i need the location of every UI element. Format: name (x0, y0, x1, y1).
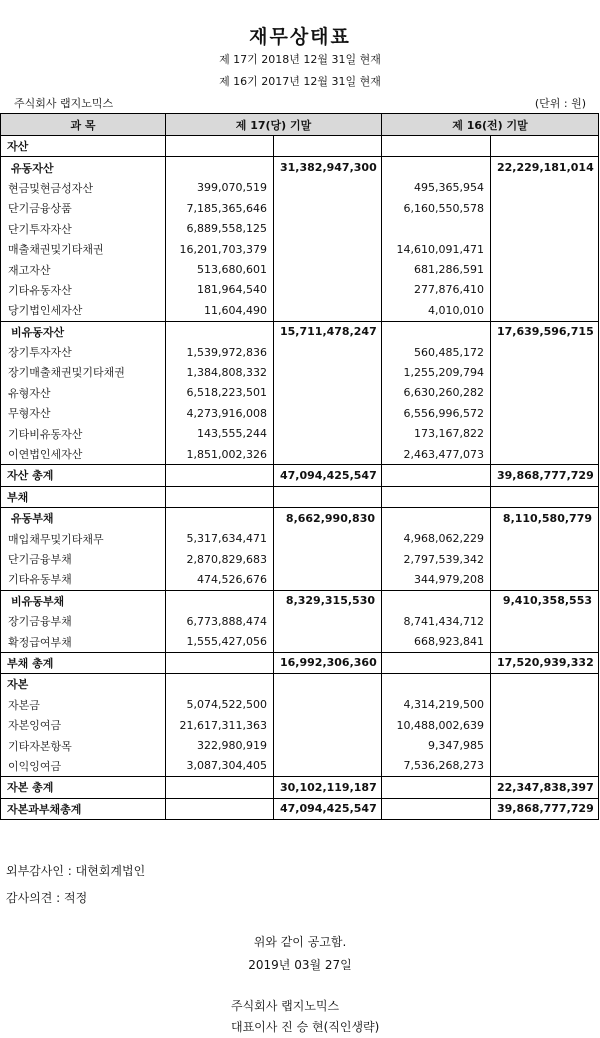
row-value (491, 528, 599, 548)
table-row (1, 695, 599, 715)
row-value (274, 198, 382, 218)
row-value (274, 178, 382, 198)
row-value (491, 300, 599, 321)
row-value (491, 674, 599, 695)
row-label: 장기금융부채 (1, 611, 166, 631)
row-value (274, 569, 382, 590)
row-value (274, 715, 382, 735)
row-label: 장기투자자산 (1, 342, 166, 362)
row-label: 자본 총계 (1, 777, 166, 798)
row-value: 16,201,703,379 (166, 239, 274, 259)
row-value: 47,094,425,547 (274, 465, 382, 486)
row-value: 7,536,268,273 (382, 756, 491, 777)
table-body (1, 136, 599, 820)
row-label: 이익잉여금 (1, 756, 166, 777)
row-label: 기타유동부채 (1, 569, 166, 590)
company-name: 주식회사 랩지노믹스 (14, 97, 114, 110)
row-label: 부채 총계 (1, 652, 166, 673)
row-value: 6,160,550,578 (382, 198, 491, 218)
row-value (491, 178, 599, 198)
row-value: 2,870,829,683 (166, 549, 274, 569)
row-value (491, 486, 599, 507)
row-label: 재고자산 (1, 259, 166, 279)
table-row (1, 631, 599, 652)
row-value: 1,539,972,836 (166, 342, 274, 362)
row-value: 4,010,010 (382, 300, 491, 321)
row-value: 22,347,838,397 (491, 777, 599, 798)
row-value: 1,555,427,056 (166, 631, 274, 652)
row-value: 181,964,540 (166, 280, 274, 300)
table-row (1, 198, 599, 218)
row-value (274, 219, 382, 239)
table-row (1, 157, 599, 178)
header-previous-period: 제 16(전) 기말 (382, 114, 599, 136)
row-label: 자산 (1, 136, 166, 157)
row-label: 매출채권및기타채권 (1, 239, 166, 259)
row-value: 9,347,985 (382, 735, 491, 755)
row-label: 자본 (1, 674, 166, 695)
row-value (382, 590, 491, 611)
row-value: 8,662,990,830 (274, 508, 382, 529)
row-value: 2,797,539,342 (382, 549, 491, 569)
table-row (1, 798, 599, 819)
row-label: 무형자산 (1, 403, 166, 423)
row-value: 4,968,062,229 (382, 528, 491, 548)
balance-sheet-table (0, 113, 599, 820)
row-value: 560,485,172 (382, 342, 491, 362)
row-label: 단기금융상품 (1, 198, 166, 218)
row-value (382, 674, 491, 695)
row-value (166, 652, 274, 673)
row-value: 9,410,358,553 (491, 590, 599, 611)
row-value: 681,286,591 (382, 259, 491, 279)
row-value (491, 219, 599, 239)
row-value: 22,229,181,014 (491, 157, 599, 178)
table-row (1, 756, 599, 777)
row-value (166, 590, 274, 611)
row-label: 유형자산 (1, 383, 166, 403)
row-value (166, 465, 274, 486)
row-label: 매입채무및기타채무 (1, 528, 166, 548)
table-row (1, 239, 599, 259)
row-label: 자본금 (1, 695, 166, 715)
row-value (166, 777, 274, 798)
row-value (274, 362, 382, 382)
row-value (166, 321, 274, 342)
row-value: 3,087,304,405 (166, 756, 274, 777)
row-value: 2,463,477,073 (382, 444, 491, 465)
table-row (1, 465, 599, 486)
row-label: 유동부채 (1, 508, 166, 529)
row-label: 장기매출채권및기타채권 (1, 362, 166, 382)
row-value: 21,617,311,363 (166, 715, 274, 735)
row-label: 단기금융부채 (1, 549, 166, 569)
row-value (166, 798, 274, 819)
table-row (1, 652, 599, 673)
row-value: 1,255,209,794 (382, 362, 491, 382)
row-value (274, 342, 382, 362)
row-label: 기타비유동자산 (1, 423, 166, 443)
row-value: 5,074,522,500 (166, 695, 274, 715)
row-value: 1,384,808,332 (166, 362, 274, 382)
row-value: 6,773,888,474 (166, 611, 274, 631)
notice-text: 위와 같이 공고함. (253, 935, 347, 949)
row-value (166, 508, 274, 529)
row-value (274, 444, 382, 465)
row-value (491, 631, 599, 652)
row-value: 6,518,223,501 (166, 383, 274, 403)
row-value: 322,980,919 (166, 735, 274, 755)
table-row (1, 300, 599, 321)
row-label: 비유동부채 (1, 590, 166, 611)
row-value: 11,604,490 (166, 300, 274, 321)
row-value: 8,329,315,530 (274, 590, 382, 611)
row-value: 4,314,219,500 (382, 695, 491, 715)
row-value: 173,167,822 (382, 423, 491, 443)
row-value (491, 423, 599, 443)
row-value (274, 756, 382, 777)
row-value: 8,741,434,712 (382, 611, 491, 631)
row-value: 10,488,002,639 (382, 715, 491, 735)
table-row (1, 777, 599, 798)
header-current-period: 제 17(당) 기말 (166, 114, 382, 136)
row-value (491, 342, 599, 362)
row-value (274, 674, 382, 695)
table-row (1, 611, 599, 631)
row-value: 277,876,410 (382, 280, 491, 300)
row-label: 현금및현금성자산 (1, 178, 166, 198)
row-value (491, 383, 599, 403)
table-row (1, 549, 599, 569)
row-value (491, 735, 599, 755)
row-value: 47,094,425,547 (274, 798, 382, 819)
row-value: 6,556,996,572 (382, 403, 491, 423)
row-value (491, 362, 599, 382)
row-value (491, 756, 599, 777)
table-row (1, 178, 599, 198)
opinion-line: 감사의견 : 적정 (6, 891, 88, 905)
period-current: 제 17기 2018년 12월 31일 현재 (219, 53, 381, 66)
row-label: 당기법인세자산 (1, 300, 166, 321)
row-label: 비유동자산 (1, 321, 166, 342)
row-value: 5,317,634,471 (166, 528, 274, 548)
row-label: 유동자산 (1, 157, 166, 178)
row-value: 344,979,208 (382, 569, 491, 590)
row-value: 4,273,916,008 (166, 403, 274, 423)
row-label: 이연법인세자산 (1, 444, 166, 465)
notice-date: 2019년 03월 27일 (248, 958, 352, 972)
row-value (274, 136, 382, 157)
row-value (491, 136, 599, 157)
row-value (274, 403, 382, 423)
row-value (491, 549, 599, 569)
header-account: 과 목 (1, 114, 166, 136)
row-value: 17,639,596,715 (491, 321, 599, 342)
row-value: 8,110,580,779 (491, 508, 599, 529)
row-value (382, 798, 491, 819)
row-value (382, 321, 491, 342)
row-label: 확정급여부채 (1, 631, 166, 652)
document-title: 재무상태표 (249, 26, 351, 48)
table-row (1, 674, 599, 695)
signature-ceo: 대표이사 진 승 현(직인생략) (231, 1020, 380, 1034)
row-value (382, 508, 491, 529)
row-value (491, 239, 599, 259)
table-row (1, 342, 599, 362)
row-value (166, 486, 274, 507)
row-value (491, 611, 599, 631)
row-value (274, 239, 382, 259)
row-label: 단기투자자산 (1, 219, 166, 239)
row-value: 39,868,777,729 (491, 465, 599, 486)
row-value: 1,851,002,326 (166, 444, 274, 465)
row-value: 513,680,601 (166, 259, 274, 279)
row-value (382, 157, 491, 178)
row-value (491, 403, 599, 423)
row-value: 17,520,939,332 (491, 652, 599, 673)
table-row (1, 423, 599, 443)
row-value (491, 695, 599, 715)
row-value (274, 423, 382, 443)
table-row (1, 715, 599, 735)
row-label: 자본과부채총계 (1, 798, 166, 819)
row-value (274, 528, 382, 548)
row-value: 14,610,091,471 (382, 239, 491, 259)
table-row (1, 321, 599, 342)
row-value: 6,630,260,282 (382, 383, 491, 403)
row-value: 495,365,954 (382, 178, 491, 198)
table-row (1, 444, 599, 465)
row-value (491, 280, 599, 300)
row-value: 39,868,777,729 (491, 798, 599, 819)
row-value (382, 465, 491, 486)
signature-company: 주식회사 랩지노믹스 (231, 999, 340, 1013)
table-row (1, 486, 599, 507)
row-label: 기타유동자산 (1, 280, 166, 300)
table-row (1, 403, 599, 423)
table-row (1, 136, 599, 157)
row-value (274, 695, 382, 715)
row-label: 부채 (1, 486, 166, 507)
row-value (382, 777, 491, 798)
row-label: 기타자본항목 (1, 735, 166, 755)
row-value (382, 136, 491, 157)
row-value: 30,102,119,187 (274, 777, 382, 798)
period-previous: 제 16기 2017년 12월 31일 현재 (219, 75, 381, 88)
row-value (382, 652, 491, 673)
unit-label: (단위 : 원) (534, 97, 586, 110)
table-row (1, 528, 599, 548)
row-value: 31,382,947,300 (274, 157, 382, 178)
table-row (1, 280, 599, 300)
table-row (1, 362, 599, 382)
row-value: 6,889,558,125 (166, 219, 274, 239)
row-value (491, 259, 599, 279)
row-value (274, 631, 382, 652)
row-value (274, 549, 382, 569)
row-value (491, 715, 599, 735)
row-value (274, 300, 382, 321)
row-value (382, 486, 491, 507)
table-row (1, 508, 599, 529)
row-value: 399,070,519 (166, 178, 274, 198)
row-value: 474,526,676 (166, 569, 274, 590)
table-row (1, 219, 599, 239)
row-value (274, 486, 382, 507)
table-header-row (1, 114, 599, 136)
table-row (1, 590, 599, 611)
row-value: 16,992,306,360 (274, 652, 382, 673)
row-value (274, 611, 382, 631)
row-value: 7,185,365,646 (166, 198, 274, 218)
row-value (274, 383, 382, 403)
row-value (491, 444, 599, 465)
auditor-line: 외부감사인 : 대현회계법인 (6, 864, 146, 878)
row-label: 자산 총계 (1, 465, 166, 486)
table-row (1, 569, 599, 590)
row-value: 143,555,244 (166, 423, 274, 443)
table-row (1, 259, 599, 279)
row-value (382, 219, 491, 239)
row-label: 자본잉여금 (1, 715, 166, 735)
row-value (491, 569, 599, 590)
row-value: 15,711,478,247 (274, 321, 382, 342)
row-value (166, 674, 274, 695)
row-value: 668,923,841 (382, 631, 491, 652)
row-value (274, 259, 382, 279)
row-value (166, 157, 274, 178)
row-value (274, 735, 382, 755)
row-value (166, 136, 274, 157)
table-row (1, 735, 599, 755)
table-row (1, 383, 599, 403)
row-value (274, 280, 382, 300)
row-value (491, 198, 599, 218)
